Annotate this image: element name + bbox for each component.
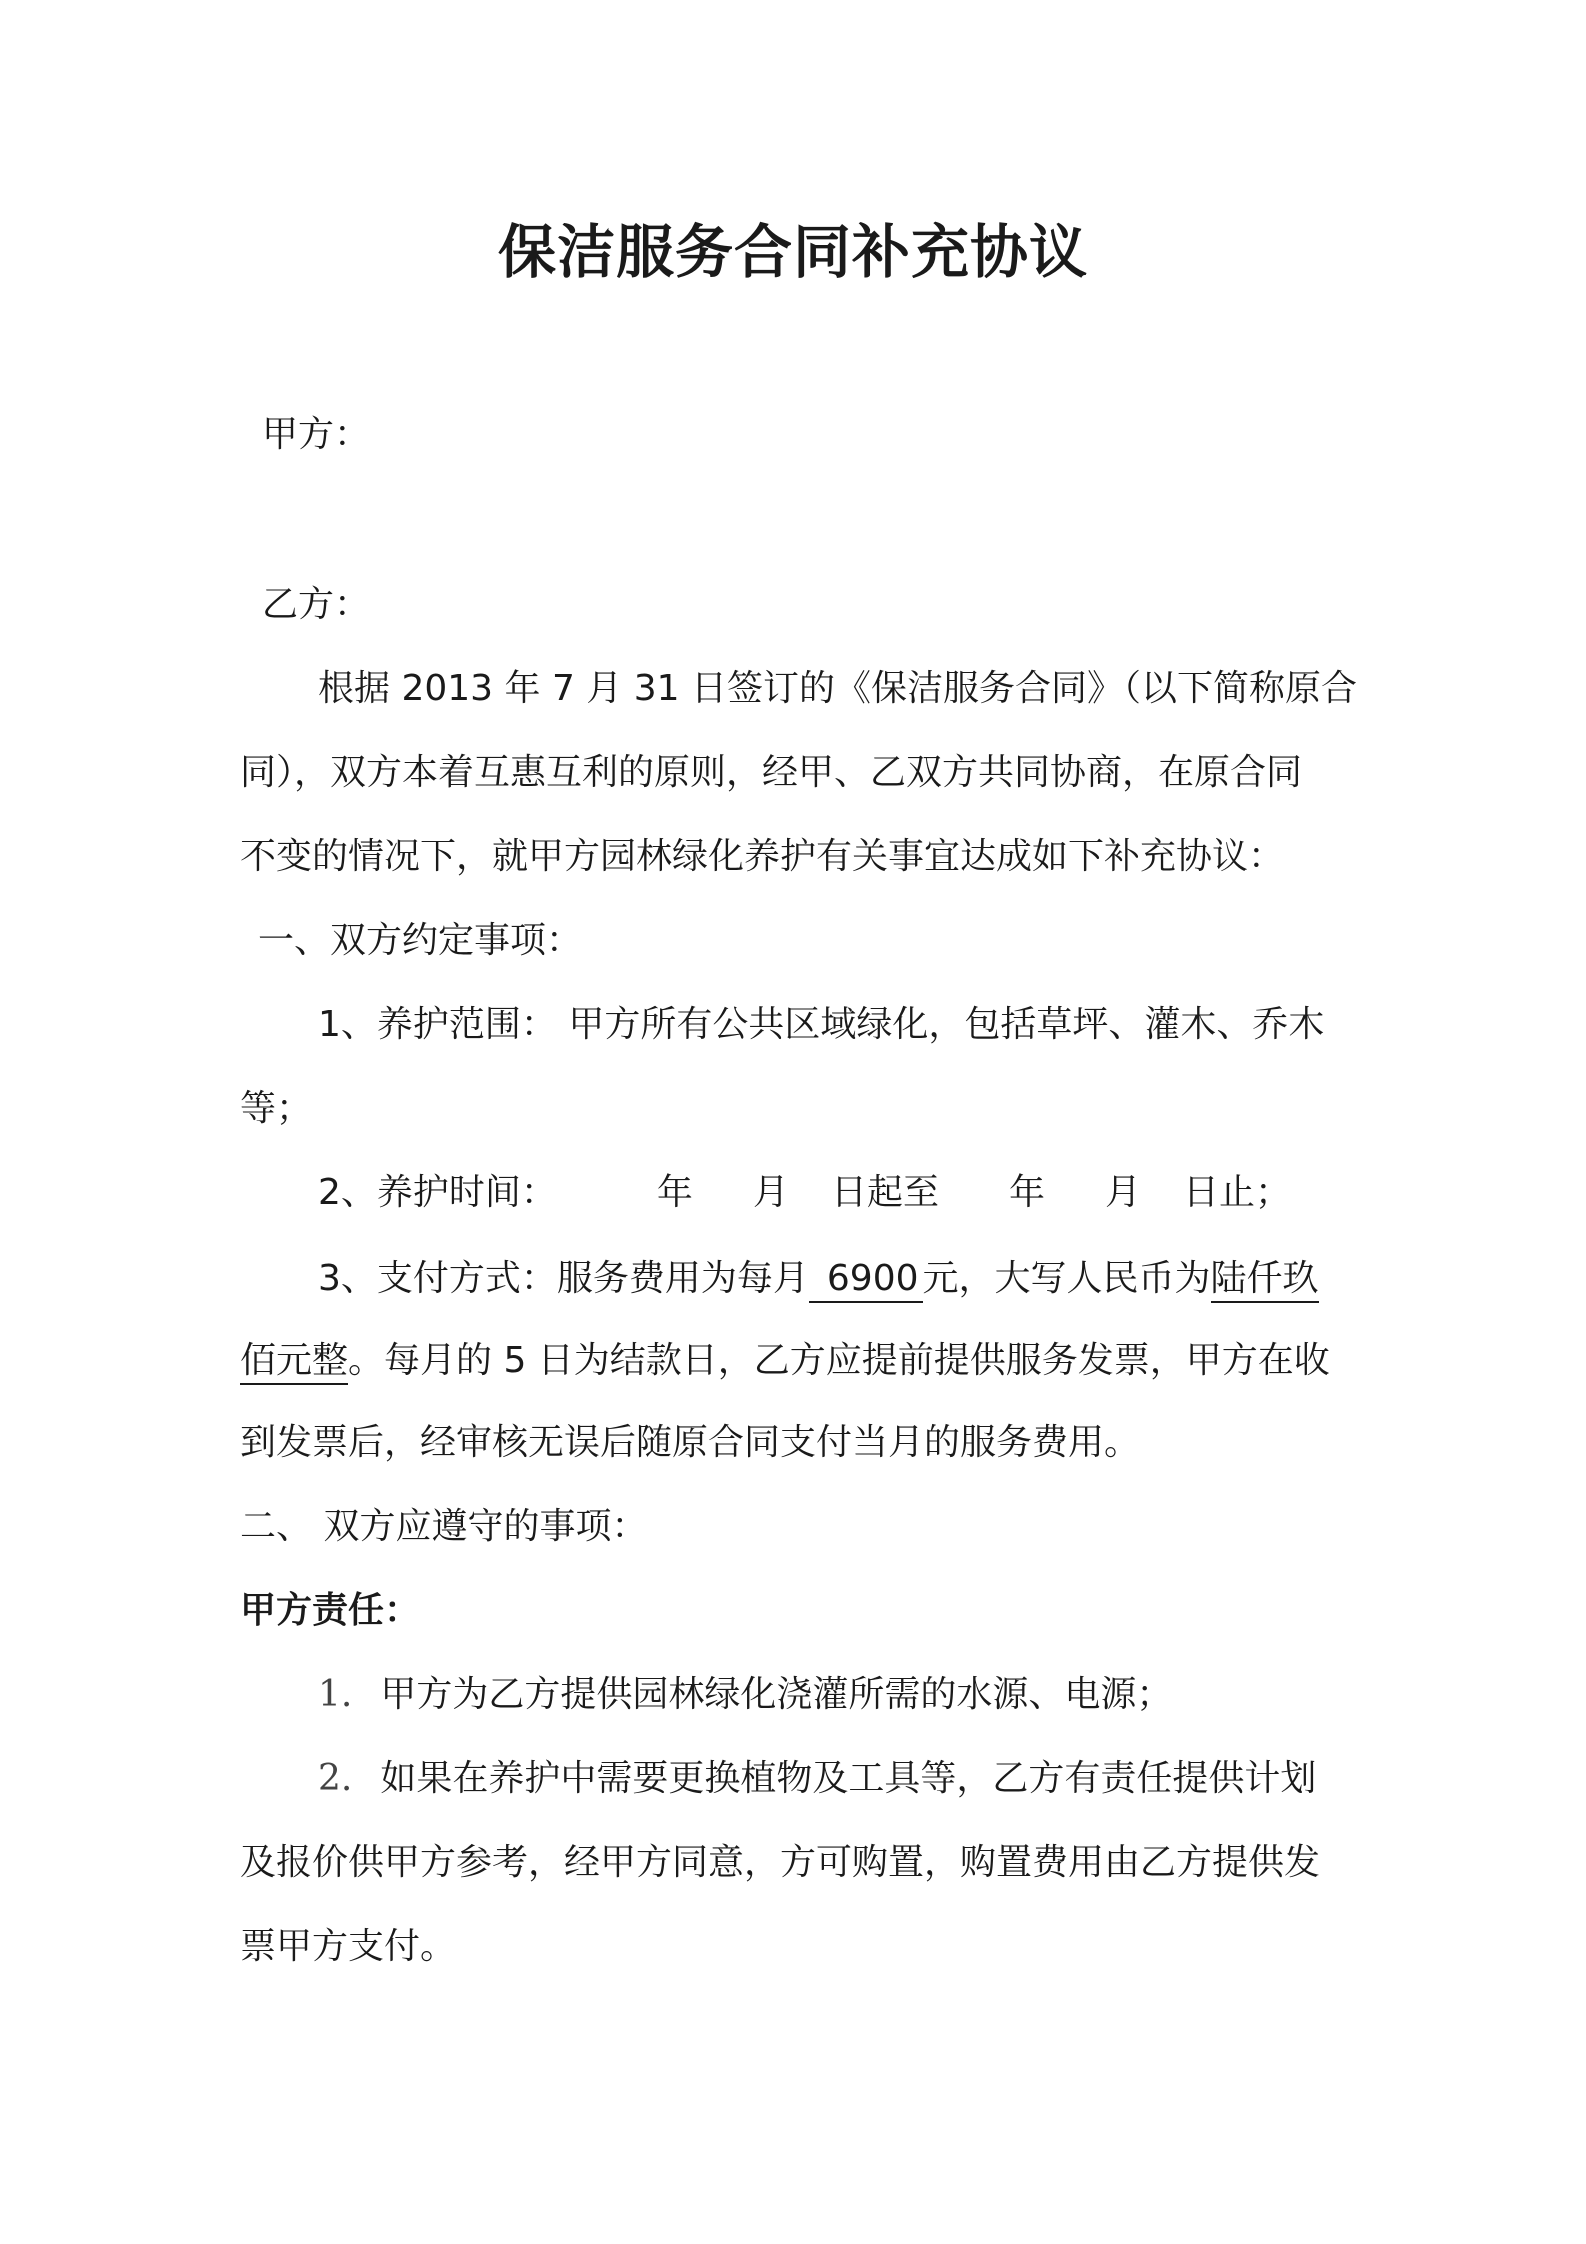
section1-item3-line1 bbox=[318, 1254, 1319, 1304]
intro-line-2: 同），双方本着互惠互利的原则，经甲、乙双方共同协商，在原合同 bbox=[240, 752, 1303, 793]
section2-item1-text: 甲方为乙方提供园林绿化浇灌所需的水源、电源； bbox=[380, 1674, 1173, 1715]
item3-amount-words-a: 陆仟玖 bbox=[1211, 1258, 1319, 1303]
section2-item2-number: 2. bbox=[318, 1758, 353, 1799]
item2-year1: 年 bbox=[656, 1172, 693, 1213]
section1-heading: 一、双方约定事项： bbox=[258, 920, 583, 961]
item3-rest1: 。每月的 5 日为结款日，乙方应提前提供服务发票，甲方在收 bbox=[348, 1340, 1330, 1381]
section2-item2-line1 bbox=[318, 1754, 1316, 1804]
item2-month2: 月 bbox=[1104, 1172, 1141, 1213]
section2-heading: 二、 双方应遵守的事项： bbox=[240, 1506, 648, 1547]
section2-item1 bbox=[318, 1670, 1172, 1720]
item2-month1: 月 bbox=[752, 1172, 789, 1213]
party-a-responsibilities-heading: 甲方责任： bbox=[240, 1590, 421, 1631]
section1-item1-line2: 等； bbox=[240, 1088, 313, 1129]
party-b-label: 乙方： bbox=[262, 584, 371, 625]
item2-day2: 日止； bbox=[1182, 1172, 1291, 1213]
section2-item2-line3: 票甲方支付。 bbox=[240, 1926, 457, 1967]
intro-line-3: 不变的情况下，就甲方园林绿化养护有关事宜达成如下补充协议： bbox=[240, 836, 1285, 877]
section1-item3-line3: 到发票后，经审核无误后随原合同支付当月的服务费用。 bbox=[240, 1422, 1141, 1463]
party-a-label: 甲方： bbox=[262, 414, 371, 455]
item3-amount: 6900 bbox=[809, 1258, 923, 1303]
section1-item2 bbox=[318, 1168, 1291, 1218]
section1-item3-line2 bbox=[240, 1336, 1330, 1386]
section2-item2-text: 如果在养护中需要更换植物及工具等，乙方有责任提供计划 bbox=[380, 1758, 1317, 1799]
item3-unit: 元，大写人民币为 bbox=[922, 1258, 1211, 1299]
section2-item2-line2: 及报价供甲方参考，经甲方同意，方可购置，购置费用由乙方提供发 bbox=[240, 1842, 1321, 1883]
item3-amount-words-b: 佰元整 bbox=[240, 1340, 348, 1385]
item3-prefix: 3、支付方式：服务费用为每月 bbox=[318, 1258, 809, 1299]
intro-line-1: 根据 2013 年 7 月 31 日签订的《保洁服务合同》（以下简称原合 bbox=[318, 668, 1357, 709]
section1-item1-line1: 1、养护范围： 甲方所有公共区域绿化，包括草坪、灌木、乔木 bbox=[318, 1004, 1325, 1045]
item2-year2: 年 bbox=[1008, 1172, 1045, 1213]
section2-item1-number: 1. bbox=[318, 1674, 353, 1715]
item2-day1: 日起至 bbox=[830, 1172, 939, 1213]
document-title: 保洁服务合同补充协议 bbox=[497, 218, 1088, 286]
item2-label: 2、养护时间： bbox=[318, 1172, 557, 1213]
